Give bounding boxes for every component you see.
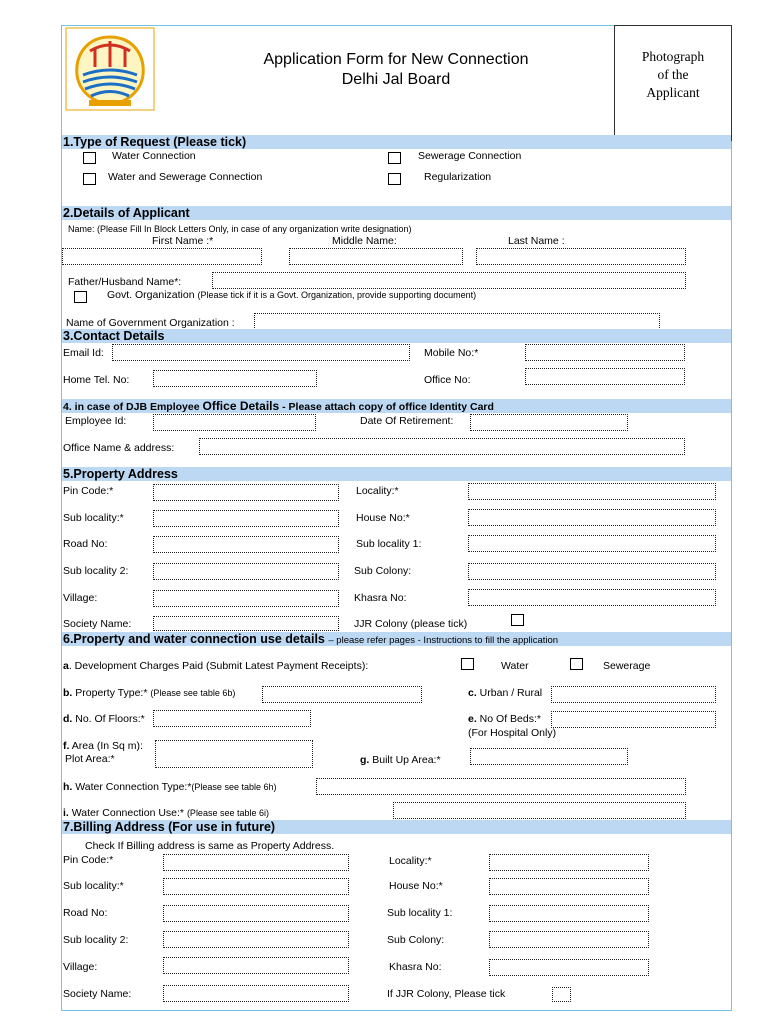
village-label: Village: <box>63 592 98 604</box>
charges-water-checkbox[interactable] <box>461 658 474 670</box>
connection-type-input[interactable] <box>316 778 686 795</box>
house-no-label: House No:* <box>356 512 410 524</box>
no-of-floors-input[interactable] <box>153 710 311 727</box>
billing-jjr-label: If JJR Colony, Please tick <box>387 988 506 1000</box>
billing-sub-locality-1-input[interactable] <box>489 905 649 922</box>
road-no-label: Road No: <box>63 538 108 550</box>
billing-village-label: Village: <box>63 961 98 973</box>
locality-label: Locality:* <box>356 485 399 497</box>
govt-organization-checkbox[interactable] <box>74 291 87 303</box>
billing-village-input[interactable] <box>163 957 349 974</box>
regularization-checkbox[interactable] <box>388 173 401 185</box>
billing-society-name-input[interactable] <box>163 985 349 1002</box>
father-name-label: Father/Husband Name*: <box>68 276 182 288</box>
built-up-area-label: g. Built Up Area:* <box>360 754 441 766</box>
email-input[interactable] <box>112 344 410 361</box>
khasra-input[interactable] <box>468 589 716 606</box>
billing-sub-locality-2-input[interactable] <box>163 931 349 948</box>
photo-box[interactable] <box>614 25 732 141</box>
sub-locality-1-label: Sub locality 1: <box>356 538 422 550</box>
pin-code-input[interactable] <box>153 484 339 501</box>
built-up-area-input[interactable] <box>470 748 628 765</box>
section-6-header: 6.Property and water connection use details – please refer pages - Instructions to fill the application <box>62 632 731 646</box>
billing-same-note: Check If Billing address is same as Property Address. <box>85 840 335 852</box>
water-connection-label: Water Connection <box>112 150 196 162</box>
no-of-beds-label: e. No Of Beds:* <box>468 713 541 725</box>
retirement-date-input[interactable] <box>470 414 628 431</box>
section-3-header: 3.Contact Details <box>62 329 731 343</box>
charges-sewerage-checkbox[interactable] <box>570 658 583 670</box>
khasra-label: Khasra No: <box>354 592 407 604</box>
retirement-date-label: Date Of Retirement: <box>360 415 454 427</box>
hospital-only-note: (For Hospital Only) <box>468 727 557 739</box>
house-no-input[interactable] <box>468 509 716 526</box>
sub-colony-input[interactable] <box>468 563 716 580</box>
urban-rural-label: c. Urban / Rural <box>468 687 543 699</box>
development-charges-label: a. Development Charges Paid (Submit Latest Payment Receipts): <box>63 660 369 672</box>
connection-use-input[interactable] <box>393 802 686 819</box>
plot-area-input[interactable] <box>155 740 313 768</box>
billing-sub-locality-label: Sub locality:* <box>63 880 124 892</box>
employee-id-input[interactable] <box>153 414 316 431</box>
section-5-header: 5.Property Address <box>62 467 731 481</box>
water-sewerage-label: Water and Sewerage Connection <box>108 171 263 183</box>
home-tel-label: Home Tel. No: <box>63 374 130 386</box>
water-sewerage-checkbox[interactable] <box>83 173 96 185</box>
billing-sub-locality-1-label: Sub locality 1: <box>387 907 453 919</box>
area-label: f. Area (In Sq m): <box>63 740 143 752</box>
no-of-floors-label: d. No. Of Floors:* <box>63 713 145 725</box>
last-name-input[interactable] <box>476 248 686 265</box>
sewerage-connection-label: Sewerage Connection <box>418 150 522 162</box>
jjr-colony-checkbox[interactable] <box>511 614 524 626</box>
billing-locality-input[interactable] <box>489 854 649 871</box>
urban-rural-input[interactable] <box>551 686 716 703</box>
office-address-label: Office Name & address: <box>63 442 175 454</box>
form-subtitle: Delhi Jal Board <box>341 71 451 88</box>
section-2-header: 2.Details of Applicant <box>62 206 731 220</box>
billing-sub-locality-2-label: Sub locality 2: <box>63 934 129 946</box>
connection-type-label: h. Water Connection Type:*(Please see table 6h) <box>63 781 277 793</box>
property-type-label: b. Property Type:* (Please see table 6b) <box>63 687 236 699</box>
property-type-input[interactable] <box>262 686 422 703</box>
section-4-header: 4. in case of DJB Employee Office Details - Please attach copy of office Identity Card <box>62 399 731 413</box>
plot-area-label: Plot Area:* <box>65 753 115 765</box>
no-of-beds-input[interactable] <box>551 711 716 728</box>
billing-locality-label: Locality:* <box>389 855 432 867</box>
photo-label-1: Photograph <box>641 49 705 64</box>
charges-sewerage-label: Sewerage <box>603 660 651 672</box>
govt-organization-note: (Please tick if it is a Govt. Organization, provide supporting document) <box>197 290 477 300</box>
employee-id-label: Employee Id: <box>65 415 127 427</box>
office-no-input[interactable] <box>525 368 685 385</box>
billing-khasra-input[interactable] <box>489 959 649 976</box>
middle-name-input[interactable] <box>289 248 463 265</box>
delhi-jal-board-logo <box>65 27 155 111</box>
section-7-header: 7.Billing Address (For use in future) <box>62 820 731 834</box>
billing-pin-code-input[interactable] <box>163 854 349 871</box>
father-name-input[interactable] <box>212 272 686 289</box>
last-name-label: Last Name : <box>508 235 565 247</box>
govt-organization-label: Govt. Organization (Please tick if it is a Govt. Organization, provide supporting document) <box>107 289 477 301</box>
office-address-input[interactable] <box>199 438 685 455</box>
billing-sub-locality-input[interactable] <box>163 878 349 895</box>
billing-pin-code-label: Pin Code:* <box>63 854 114 866</box>
sub-locality-1-input[interactable] <box>468 535 716 552</box>
road-no-input[interactable] <box>153 536 339 553</box>
mobile-label: Mobile No:* <box>424 347 479 359</box>
photo-label-2: of the <box>657 67 689 82</box>
home-tel-input[interactable] <box>153 370 317 387</box>
name-instruction: Name: (Please Fill In Block Letters Only, in case of any organization write designation) <box>68 224 412 234</box>
govt-org-name-input[interactable] <box>254 313 660 330</box>
village-input[interactable] <box>153 590 339 607</box>
connection-use-label: i. Water Connection Use:* (Please see table 6i) <box>63 807 269 819</box>
pin-code-label: Pin Code:* <box>63 485 114 497</box>
photo-label-3: Applicant <box>646 85 700 100</box>
sub-colony-label: Sub Colony: <box>354 565 412 577</box>
billing-khasra-label: Khasra No: <box>389 961 442 973</box>
first-name-input[interactable] <box>62 248 262 265</box>
billing-jjr-checkbox[interactable] <box>552 987 571 1002</box>
govt-org-name-label: Name of Government Organization : <box>66 317 235 329</box>
water-connection-checkbox[interactable] <box>83 152 96 164</box>
mobile-input[interactable] <box>525 344 685 361</box>
billing-road-no-label: Road No: <box>63 907 108 919</box>
society-name-label: Society Name: <box>63 618 132 630</box>
billing-road-no-input[interactable] <box>163 905 349 922</box>
jjr-colony-label: JJR Colony (please tick) <box>354 618 468 630</box>
sewerage-connection-checkbox[interactable] <box>388 152 401 164</box>
sub-locality-2-input[interactable] <box>153 563 339 580</box>
section-1-header: 1.Type of Request (Please tick) <box>62 135 731 149</box>
middle-name-label: Middle Name: <box>332 235 397 247</box>
billing-house-no-label: House No:* <box>389 880 443 892</box>
first-name-label: First Name :* <box>152 235 214 247</box>
sub-locality-2-label: Sub locality 2: <box>63 565 129 577</box>
billing-house-no-input[interactable] <box>489 878 649 895</box>
billing-society-name-label: Society Name: <box>63 988 132 1000</box>
sub-locality-input[interactable] <box>153 510 339 527</box>
regularization-label: Regularization <box>424 171 492 183</box>
email-label: Email Id: <box>63 347 104 359</box>
locality-input[interactable] <box>468 483 716 500</box>
society-name-input[interactable] <box>153 616 339 631</box>
billing-sub-colony-label: Sub Colony: <box>387 934 445 946</box>
billing-sub-colony-input[interactable] <box>489 931 649 948</box>
charges-water-label: Water <box>501 660 529 672</box>
office-no-label: Office No: <box>424 374 471 386</box>
sub-locality-label: Sub locality:* <box>63 512 124 524</box>
form-title: Application Form for New Connection <box>263 51 529 68</box>
